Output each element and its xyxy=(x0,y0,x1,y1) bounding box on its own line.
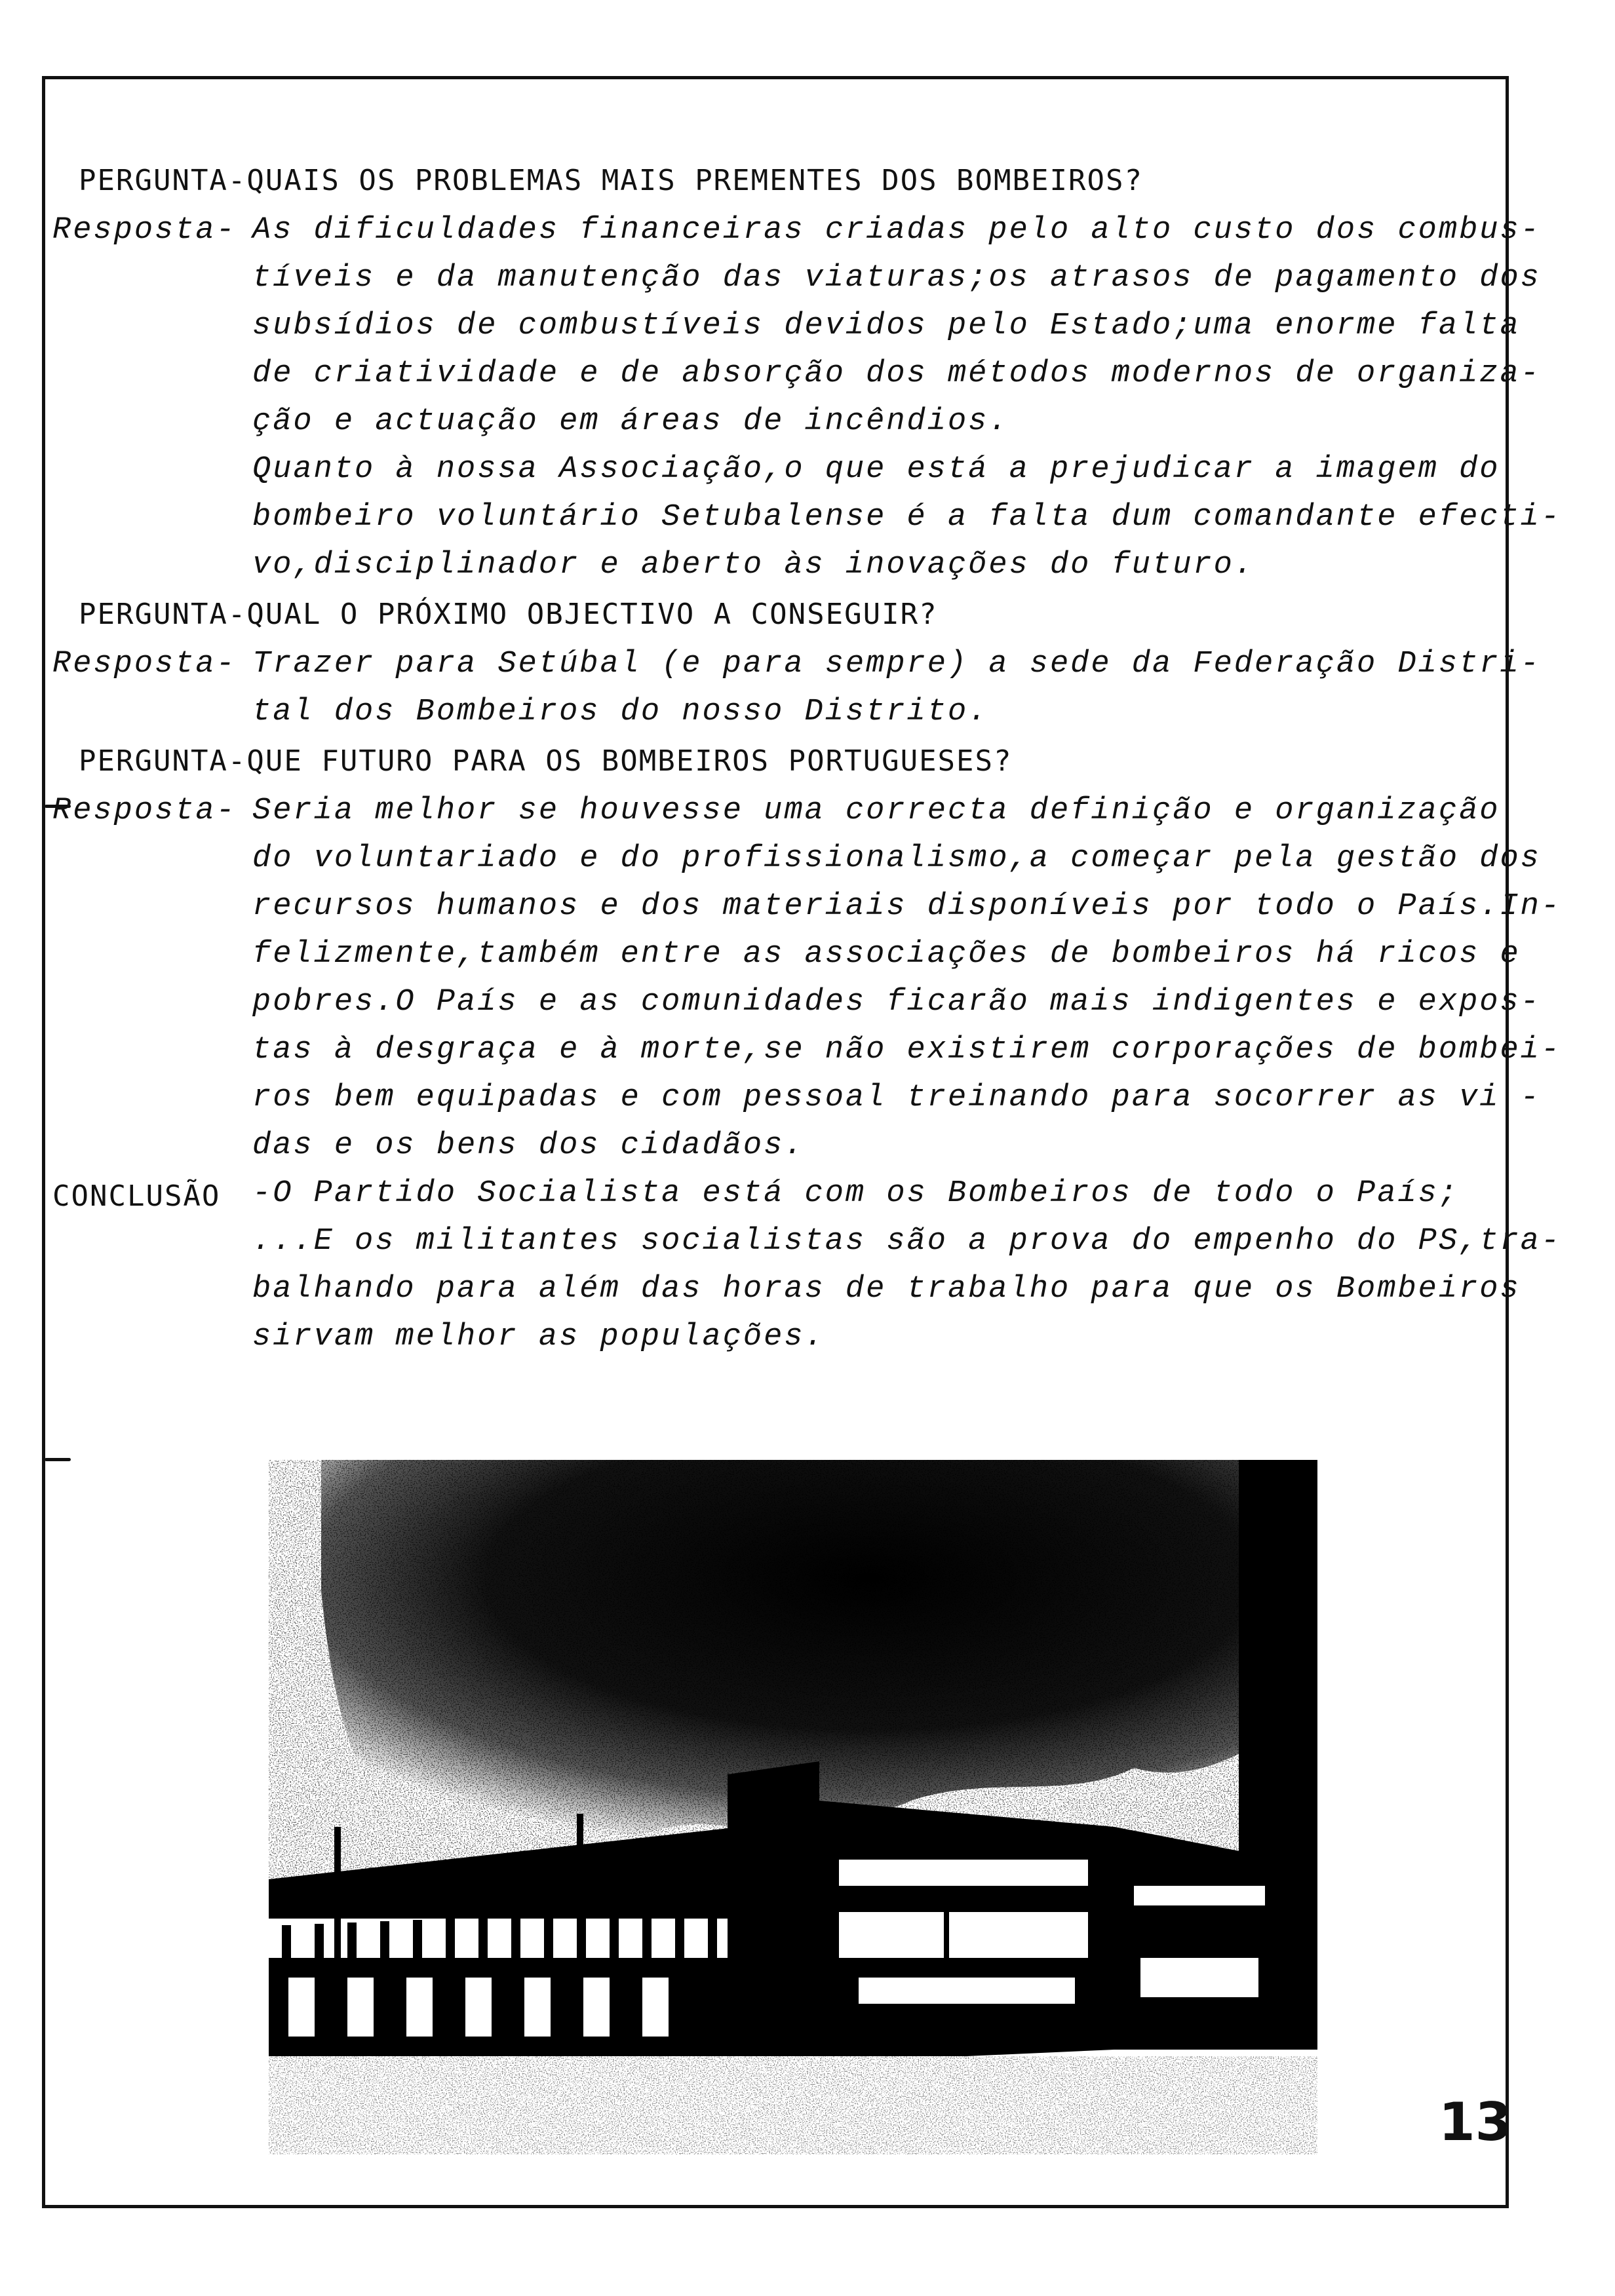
answer-1-label: Resposta- xyxy=(52,213,237,248)
answer-3-line: Seria melhor se houvesse uma correcta definição e organização xyxy=(252,794,1500,828)
building-photo xyxy=(269,1460,1317,2154)
margin-mark xyxy=(45,1458,71,1461)
conclusion-line: balhando para além das horas de trabalho para que os Bombeiros xyxy=(252,1272,1521,1307)
answer-3-line: tas à desgraça e à morte,se não existirem corporações de bombei- xyxy=(252,1033,1562,1067)
question-1: PERGUNTA-QUAIS OS PROBLEMAS MAIS PREMENTES DOS BOMBEIROS? xyxy=(79,164,1143,197)
answer-2-label: Resposta- xyxy=(52,647,237,681)
answer-1-line: tíveis e da manutenção das viaturas;os atrasos de pagamento dos xyxy=(252,261,1541,296)
answer-3-line: do voluntariado e do profissionalismo,a começar pela gestão dos xyxy=(252,841,1541,876)
answer-3-line: ros bem equipadas e com pessoal treinando para socorrer as vi - xyxy=(252,1081,1541,1115)
answer-3-line: felizmente,também entre as associações de bombeiros há ricos e xyxy=(252,937,1521,972)
answer-1-line: vo,disciplinador e aberto às inovações do futuro. xyxy=(252,548,1255,583)
answer-2-line: Trazer para Setúbal (e para sempre) a sede da Federação Distri- xyxy=(252,647,1541,681)
page-number: 13 xyxy=(1439,2092,1512,2152)
answer-1-line: de criatividade e de absorção dos métodos modernos de organiza- xyxy=(252,356,1541,391)
building-photo-icon xyxy=(269,1460,1317,2154)
answer-1-line: subsídios de combustíveis devidos pelo Estado;uma enorme falta xyxy=(252,309,1521,343)
answer-3-label: Resposta- xyxy=(52,794,237,828)
answer-1-line: ção e actuação em áreas de incêndios. xyxy=(252,404,1009,439)
answer-3-line: pobres.O País e as comunidades ficarão mais indigentes e expos- xyxy=(252,985,1541,1020)
conclusion-label: CONCLUSÃO xyxy=(52,1179,221,1213)
answer-3-line: das e os bens dos cidadãos. xyxy=(252,1128,805,1163)
answer-1-line: As dificuldades financeiras criadas pelo alto custo dos combus- xyxy=(252,213,1541,248)
question-2: PERGUNTA-QUAL O PRÓXIMO OBJECTIVO A CONSEGUIR? xyxy=(79,598,938,631)
conclusion-line: sirvam melhor as populações. xyxy=(252,1320,825,1354)
conclusion-line: ...E os militantes socialistas são a prova do empenho do PS,tra- xyxy=(252,1224,1562,1259)
question-3: PERGUNTA-QUE FUTURO PARA OS BOMBEIROS PORTUGUESES? xyxy=(79,744,1013,778)
answer-1-line: bombeiro voluntário Setubalense é a falta dum comandante efecti- xyxy=(252,500,1562,535)
answer-1-line: Quanto à nossa Associação,o que está a prejudicar a imagem do xyxy=(252,452,1500,487)
answer-3-line: recursos humanos e dos materiais disponíveis por todo o País.In- xyxy=(252,889,1562,924)
conclusion-line: -O Partido Socialista está com os Bombeiros de todo o País; xyxy=(252,1176,1460,1211)
answer-2-line: tal dos Bombeiros do nosso Distrito. xyxy=(252,695,989,729)
